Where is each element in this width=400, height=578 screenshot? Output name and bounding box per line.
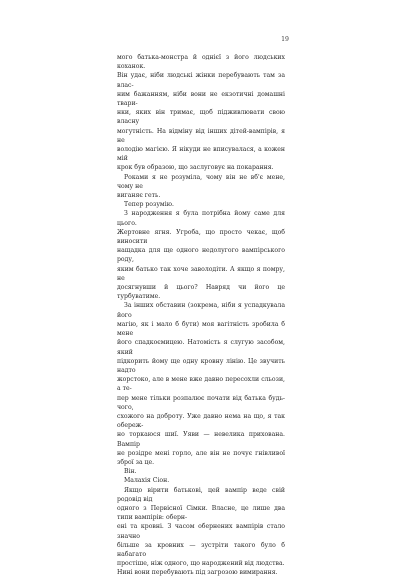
paragraph: З народження я була потрібна йому саме для цього. Жертовне ягня. Угроба, що просто чекає, щоб виносити нащадка для ще одного недолугого вампірського роду, яким батько так хоче заволодіти. А якщо я помру, не досягнувши й цього? Навряд чи його це турбуватиме. [117,210,285,301]
paragraph: Тепер розумію. [124,201,174,209]
paragraph: За інших обставин (зокрема, ніби я успадкувала його магію, як і мало б бути) моя вагітність зробила б мене його спадкоємицею. Натомість я слугую засобом, який підкорить йому ще одну кровну лінію. Це звучить надто жорстоко, але в мене вже давно пересохли сльози, а те- пер мене тільки розпалює почати від батька будь-чого, схожого на доброту. Уже давно нема на що, я так обереж- но торкаюся шиї. Уяви — невелика прихована. Вампір не розідре мені горло, але він не почує гнівливої зброї за це. [117,302,285,466]
paragraph: Якщо вірити батькові, цей вампір веде свій родовід від одного з Первісної Сімки. Власне, це лише два типи вампірів: оберн- ені та кровні. З часом обернених вампірів стало значно більше за кровних — зустріти такого було б набагато простіше, ніж одного, що народжений від людства. Нині вони перебувають під загрозою вимирання. [117,486,285,577]
paragraph: Малахія Сіон. [124,477,170,485]
paragraph: Він. [124,468,137,476]
body-text [117,53,285,578]
paragraph: мого батька-монстра й однієї з його людських коханок. Він удає, ніби людські жінки перебувають там за влас- ним бажанням, ніби вони не екзотичні домашні твари- нки, яких він тримає, щоб підживлювати свою власну могутність. На відміну від інших дітей-вампірів, я не володію магією. Я нікуди не вписувалася, а кожен мій крок був образою, що заслуговує на покарання. [117,54,285,172]
page-number: 19 [281,36,289,43]
paragraph: Роками я не розуміла, чому він не вб'є мене, чому не виганяє геть. [117,173,285,200]
